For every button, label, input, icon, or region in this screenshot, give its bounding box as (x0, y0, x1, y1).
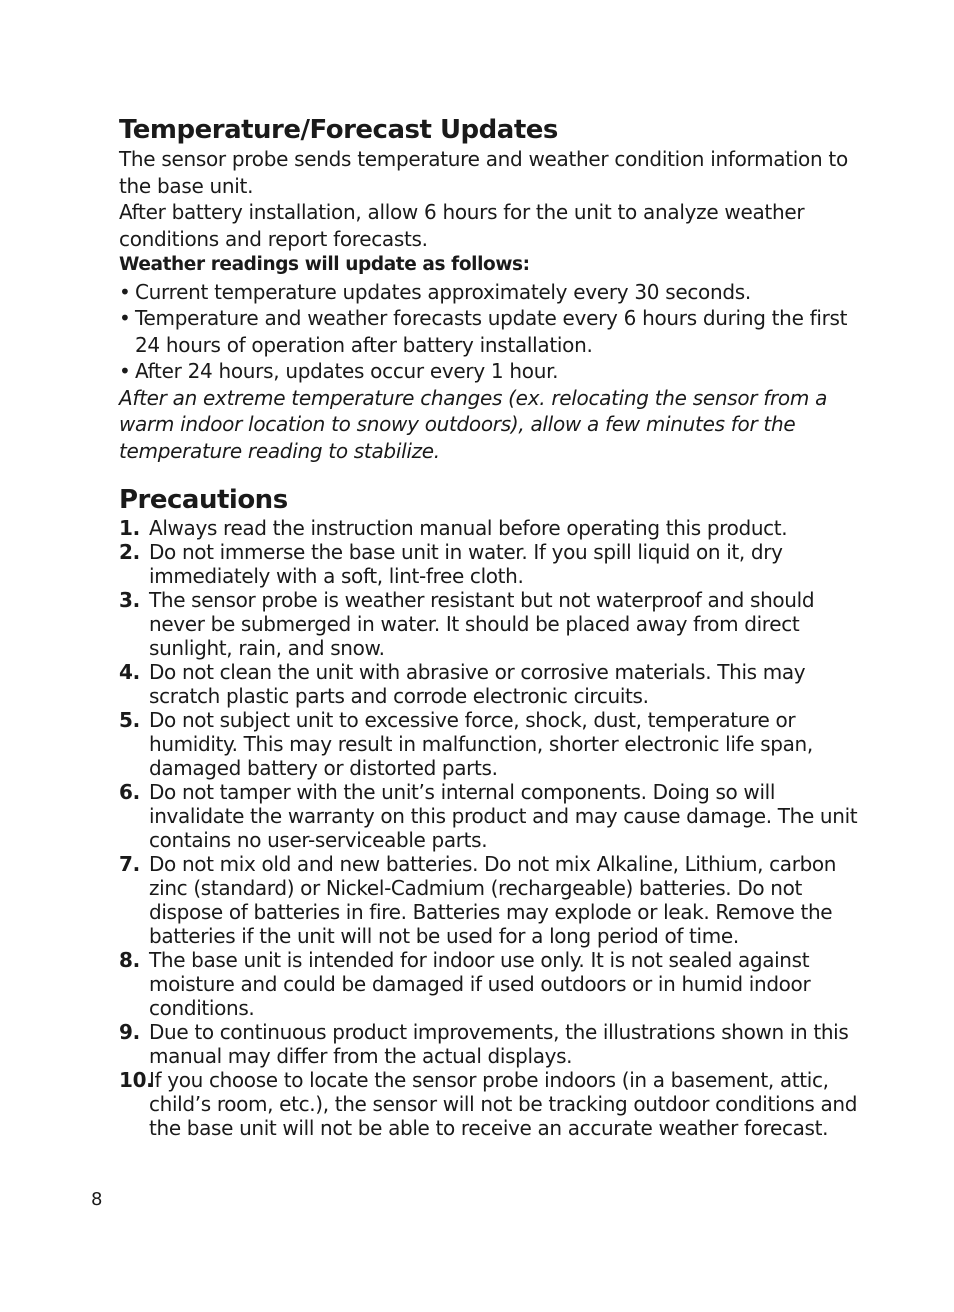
intro-paragraph: The sensor probe sends temperature and weather condition information to the base unit. (119, 147, 848, 198)
manual-page (119, 114, 864, 1140)
item-text: Do not subject unit to excessive force, shock, dust, temperature or humidity. This may result in malfunction, shorter electronic life span, damaged battery or distorted parts. (149, 708, 813, 780)
bullet-text: After 24 hours, updates occur every 1 hour. (135, 359, 559, 383)
precaution-item (119, 1020, 864, 1068)
precautions-list (119, 516, 864, 1140)
bullet-text: Current temperature updates approximately every 30 seconds. (135, 279, 751, 304)
item-number: 5. (119, 708, 140, 732)
precaution-item (119, 780, 864, 852)
bullet-item (119, 358, 864, 385)
bullet-text: Temperature and weather forecasts update every 6 hours during the first 24 hours of operation after battery installation. (135, 306, 848, 357)
precaution-item (119, 852, 864, 948)
item-number: 6. (119, 780, 140, 804)
precaution-item (119, 948, 864, 1020)
precautions-section (119, 484, 864, 1140)
item-text: The base unit is intended for indoor use only. It is not sealed against moisture and could be damaged if used outdoors or in humid indoor conditions. (149, 948, 811, 1020)
update-subheading: Weather readings will update as follows: (119, 254, 530, 275)
item-number: 2. (119, 540, 140, 564)
item-text: Always read the instruction manual before operating this product. (149, 516, 788, 540)
precaution-item (119, 516, 864, 540)
item-text: Do not mix old and new batteries. Do not mix Alkaline, Lithium, carbon zinc (standard) or Nickel-Cadmium (rechargeable) batteries. Do not dispose of batteries in fire. Batteries may explode or leak. Remove the batteries if the unit will not be used for a long period of time. (149, 852, 837, 948)
item-number: 1. (119, 516, 140, 540)
precaution-item (119, 708, 864, 780)
temperature-forecast-section (119, 114, 864, 464)
item-text: Do not clean the unit with abrasive or corrosive materials. This may scratch plastic parts and corrode electronic circuits. (149, 660, 806, 708)
stabilize-note: After an extreme temperature changes (ex. relocating the sensor from a warm indoor location to snowy outdoors), allow a few minutes for the temperature reading to stabilize. (119, 385, 828, 463)
bullet-icon: • (119, 306, 131, 330)
item-number: 4. (119, 660, 140, 684)
page-number: 8 (91, 1189, 103, 1210)
item-text: If you choose to locate the sensor probe indoors (in a basement, attic, child’s room, etc.), the sensor will not be tracking outdoor conditions and the base unit will not be able to receive an accurate weather forecast. (149, 1068, 858, 1140)
battery-paragraph: After battery installation, allow 6 hours for the unit to analyze weather conditions and report forecasts. (119, 200, 805, 251)
item-text: The sensor probe is weather resistant but not waterproof and should never be submerged in water. It should be placed away from direct sunlight, rain, and snow. (149, 588, 815, 660)
bullet-icon: • (119, 279, 131, 304)
item-text: Due to continuous product improvements, the illustrations shown in this manual may differ from the actual displays. (149, 1020, 849, 1068)
item-text: Do not tamper with the unit’s internal components. Doing so will invalidate the warranty on this product and may cause damage. The unit contains no user-serviceable parts. (149, 780, 858, 852)
item-number: 10. (119, 1068, 154, 1092)
item-number: 3. (119, 588, 140, 612)
precaution-item (119, 540, 864, 588)
bullet-icon: • (119, 359, 131, 383)
precaution-item (119, 660, 864, 708)
precaution-item (119, 1068, 864, 1140)
item-number: 9. (119, 1020, 140, 1044)
section-heading-precautions: Precautions (119, 485, 288, 515)
item-text: Do not immerse the base unit in water. If you spill liquid on it, dry immediately with a soft, lint-free cloth. (149, 540, 783, 588)
bullet-item (119, 279, 864, 306)
item-number: 7. (119, 852, 140, 876)
item-number: 8. (119, 948, 140, 972)
precaution-item (119, 588, 864, 660)
bullet-item (119, 305, 864, 358)
section-heading-temperature-forecast: Temperature/Forecast Updates (119, 115, 558, 145)
